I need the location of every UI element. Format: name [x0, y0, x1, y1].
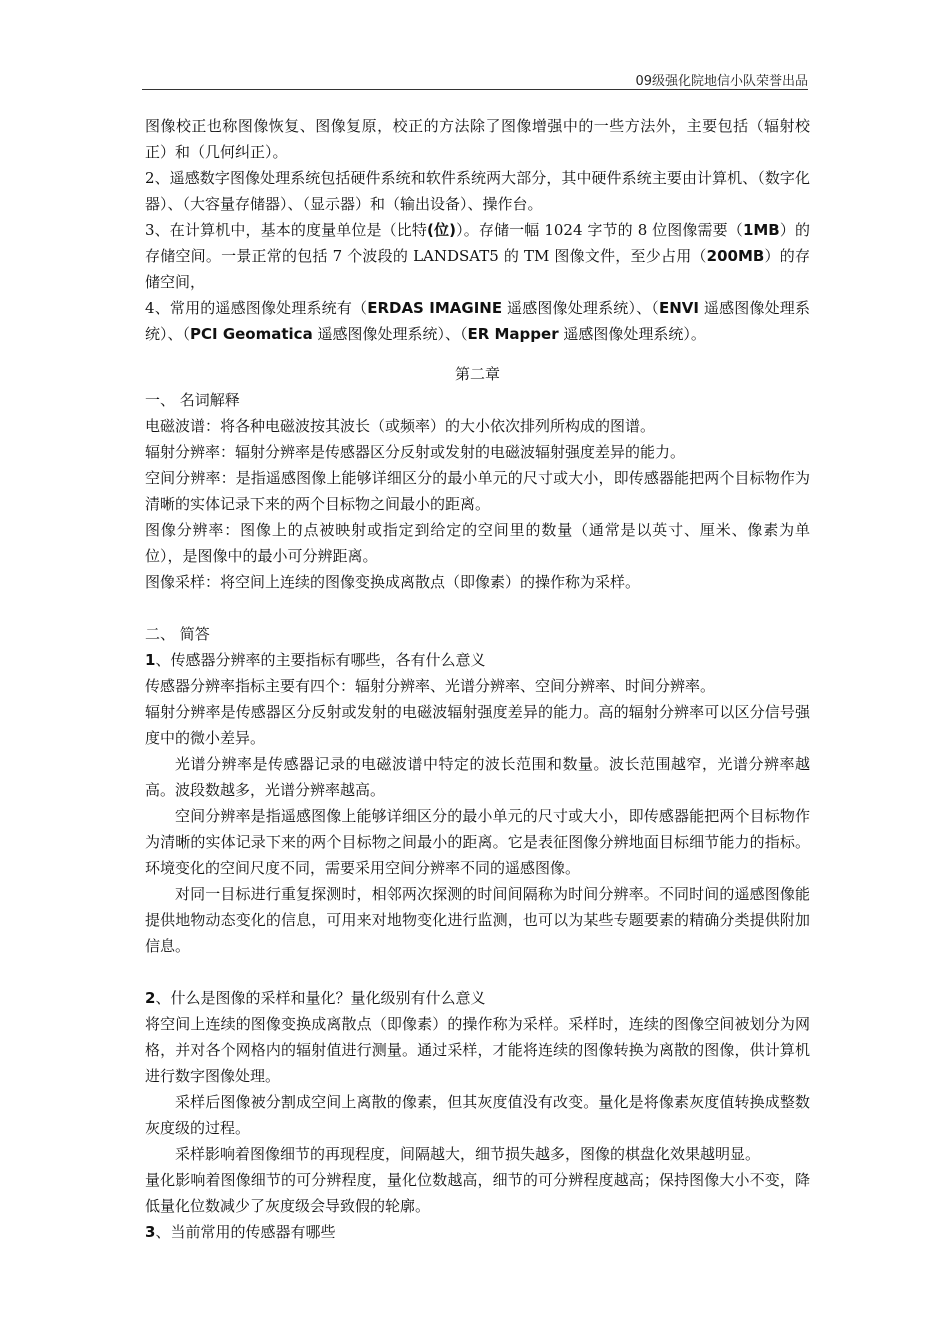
text-run: ）的存储空间，	[145, 247, 810, 291]
question-text: 、当前常用的传感器有哪些	[155, 1223, 336, 1241]
answer-paragraph: 量化影响着图像细节的可分辨程度，量化位数越高，细节的可分辨程度越高；保持图像大小不变，降低量化位数减少了灰度级会导致假的轮廓。	[145, 1171, 810, 1215]
answer-paragraph: 对同一目标进行重复探测时，相邻两次探测的时间间隔称为时间分辨率。不同时间的遥感图像能提供地物动态变化的信息，可用来对地物变化进行监测，也可以为某些专题要素的精确分类提供附加信息。	[145, 885, 810, 955]
term-definition: 图像采样：将空间上连续的图像变换成离散点（即像素）的操作称为采样。	[145, 573, 641, 591]
bold-run: (位)	[427, 221, 457, 239]
text-run: 3、在计算机中，基本的度量单位是（比特	[145, 221, 428, 239]
text-run: 遥感图像处理系统）、（	[312, 325, 468, 343]
text-run: 4、常用的遥感图像处理系统有（	[145, 299, 368, 317]
text-run: ）。存储一幅 1024 字节的 8 位图像需要（	[456, 221, 743, 239]
page-header	[142, 70, 808, 90]
spacer	[145, 595, 810, 621]
question-text: 、传感器分辨率的主要指标有哪些，各有什么意义	[155, 651, 486, 669]
text-run: 遥感图像处理系统）、（	[145, 299, 810, 343]
text-run: ）的存储空间。一景正常的包括 7 个波段的 LANDSAT5 的 TM 图像文件，至少占用（	[145, 221, 810, 265]
intro-paragraph-1: 图像校正也称图像恢复、图像复原，校正的方法除了图像增强中的一些方法外，主要包括（辐射校正）和（几何纠正）。	[145, 117, 810, 161]
answer-paragraph: 辐射分辨率是传感器区分反射或发射的电磁波辐射强度差异的能力。高的辐射分辨率可以区分信号强度中的微小差异。	[145, 703, 810, 747]
question-2	[145, 985, 810, 1011]
bold-run: PCI Geomatica	[190, 325, 313, 343]
question-1	[145, 647, 810, 673]
text-run: 遥感图像处理系统）、（	[502, 299, 659, 317]
answer-paragraph: 光谱分辨率是传感器记录的电磁波谱中特定的波长范围和数量。波长范围越窄，光谱分辨率越高。波段数越多，光谱分辨率越高。	[145, 755, 810, 799]
document-body	[145, 113, 810, 1245]
section-heading-terms: 一、 名词解释	[145, 391, 240, 409]
header-text: 09级强化院地信小队荣誉出品	[635, 74, 808, 89]
term-definition: 辐射分辨率：辐射分辨率是传感器区分反射或发射的电磁波辐射强度差异的能力。	[145, 443, 686, 461]
question-text: 、什么是图像的采样和量化？量化级别有什么意义	[155, 989, 486, 1007]
bold-run: 200MB	[706, 247, 765, 265]
bold-run: ERDAS IMAGINE	[367, 299, 503, 317]
section-heading-answers: 二、 简答	[145, 625, 210, 643]
question-3	[145, 1219, 810, 1245]
chapter-title: 第二章	[454, 365, 500, 383]
term-definition: 空间分辨率：是指遥感图像上能够详细区分的最小单元的尺寸或大小，即传感器能把两个目标物作为清晰的实体记录下来的两个目标物之间最小的距离。	[145, 469, 810, 513]
intro-paragraph-3	[145, 217, 810, 295]
answer-paragraph: 空间分辨率是指遥感图像上能够详细区分的最小单元的尺寸或大小，即传感器能把两个目标物作为清晰的实体记录下来的两个目标物之间最小的距离。它是表征图像分辨地面目标细节能力的指标。环境变化的空间尺度不同，需要采用空间分辨率不同的遥感图像。	[145, 807, 810, 877]
term-definition: 电磁波谱：将各种电磁波按其波长（或频率）的大小依次排列所构成的图谱。	[145, 417, 656, 435]
intro-paragraph-4	[145, 295, 810, 347]
term-definition: 图像分辨率：图像上的点被映射或指定到给定的空间里的数量（通常是以英寸、厘米、像素为单位），是图像中的最小可分辨距离。	[145, 521, 810, 565]
question-number: 2	[145, 989, 156, 1007]
intro-paragraph-2: 2、遥感数字图像处理系统包括硬件系统和软件系统两大部分，其中硬件系统主要由计算机、（数字化器）、（大容量存储器）、（显示器）和（输出设备）、操作台。	[145, 169, 810, 213]
answer-paragraph: 将空间上连续的图像变换成离散点（即像素）的操作称为采样。采样时，连续的图像空间被划分为网格，并对各个网格内的辐射值进行测量。通过采样，才能将连续的图像转换为离散的图像，供计算机进行数字图像处理。	[145, 1015, 810, 1085]
question-number: 1	[145, 651, 156, 669]
answer-paragraph: 采样影响着图像细节的再现程度，间隔越大，细节损失越多，图像的棋盘化效果越明显。	[175, 1145, 761, 1163]
answer-paragraph: 采样后图像被分割成空间上离散的像素，但其灰度值没有改变。量化是将像素灰度值转换成整数灰度级的过程。	[145, 1093, 810, 1137]
bold-run: ER Mapper	[467, 325, 559, 343]
header-rule	[142, 89, 808, 90]
text-run: 遥感图像处理系统）。	[558, 325, 706, 343]
question-number: 3	[145, 1223, 156, 1241]
answer-paragraph: 传感器分辨率指标主要有四个：辐射分辨率、光谱分辨率、空间分辨率、时间分辨率。	[145, 677, 716, 695]
bold-run: 1MB	[742, 221, 780, 239]
spacer	[145, 959, 810, 985]
bold-run: ENVI	[658, 299, 699, 317]
